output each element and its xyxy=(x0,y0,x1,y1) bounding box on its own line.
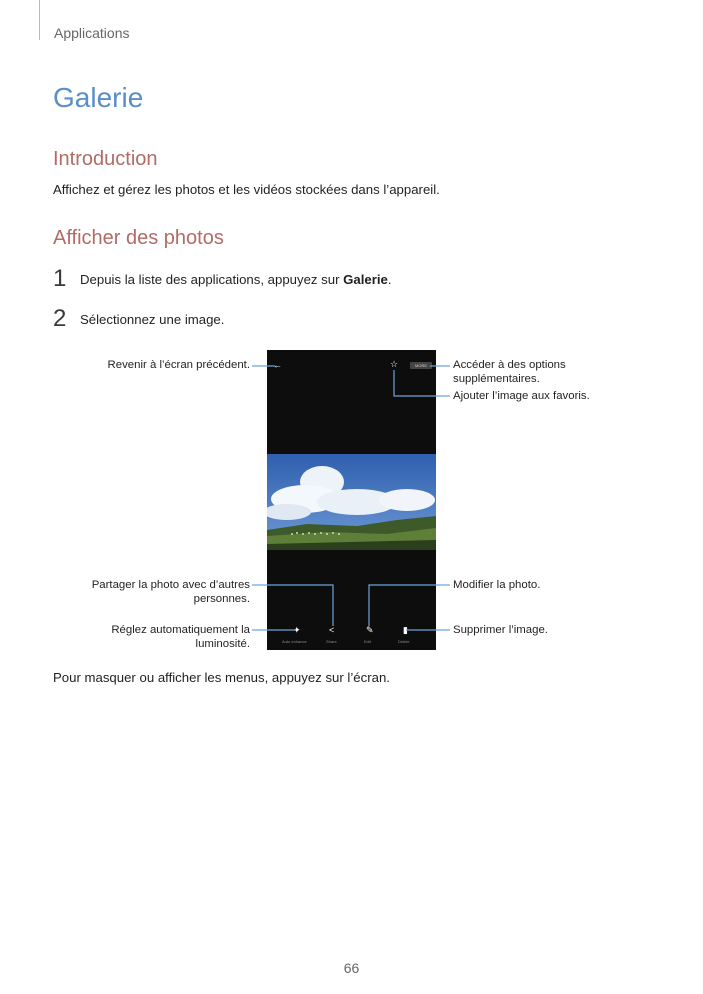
callout-share-line1: Partager la photo avec d’autres xyxy=(91,579,250,591)
callout-share xyxy=(50,578,250,606)
auto-enhance-label: Auto enhance xyxy=(282,639,307,644)
callout-delete: Supprimer l’image. xyxy=(453,624,548,636)
callout-edit: Modifier la photo. xyxy=(453,579,541,591)
delete-label: Delete xyxy=(398,639,410,644)
step-2-text: Sélectionnez une image. xyxy=(80,312,225,327)
landscape-photo xyxy=(267,454,436,550)
share-icon[interactable]: < xyxy=(329,625,335,635)
share-label: Share xyxy=(326,639,337,644)
callout-more-line2: supplémentaires. xyxy=(453,373,540,385)
menu-toggle-note: Pour masquer ou afficher les menus, appuyez sur l’écran. xyxy=(53,670,390,685)
callout-favorite: Ajouter l’image aux favoris. xyxy=(453,390,590,402)
callout-share-line2: personnes. xyxy=(193,593,250,605)
back-arrow-icon[interactable]: ← xyxy=(273,360,282,370)
page-title: Galerie xyxy=(53,82,144,113)
intro-text: Affichez et gérez les photos et les vidéos stockées dans l’appareil. xyxy=(53,182,440,197)
edit-label: Edit xyxy=(364,639,371,644)
step-1-text xyxy=(80,272,392,287)
pencil-icon[interactable]: ✎ xyxy=(366,625,374,635)
more-label: MORE xyxy=(415,362,427,368)
gallery-phone-screenshot xyxy=(267,350,436,650)
callout-enhance-line2: luminosité. xyxy=(195,638,250,650)
section-header: Applications xyxy=(54,25,130,41)
more-button[interactable] xyxy=(410,362,432,369)
step-1-app-name: Galerie xyxy=(343,272,388,287)
page-edge-rule xyxy=(39,0,40,40)
trash-icon[interactable]: ▮ xyxy=(403,625,408,635)
callout-enhance-line1: Réglez automatiquement la xyxy=(111,624,250,636)
callout-more xyxy=(453,358,653,386)
callout-more-line1: Accéder à des options xyxy=(453,359,566,371)
step-1-prefix: Depuis la liste des applications, appuyez sur xyxy=(80,272,344,287)
intro-heading: Introduction xyxy=(53,148,158,170)
magic-wand-icon[interactable]: ✦ xyxy=(293,625,301,635)
callout-enhance xyxy=(50,623,250,651)
view-photos-heading: Afficher des photos xyxy=(53,227,224,249)
step-1-suffix: . xyxy=(387,272,392,287)
star-icon[interactable]: ☆ xyxy=(390,359,399,369)
callout-back: Revenir à l’écran précédent. xyxy=(107,359,250,371)
step-1-number: 1 xyxy=(53,265,67,292)
page-number: 66 xyxy=(343,960,360,976)
step-2-number: 2 xyxy=(53,305,67,332)
